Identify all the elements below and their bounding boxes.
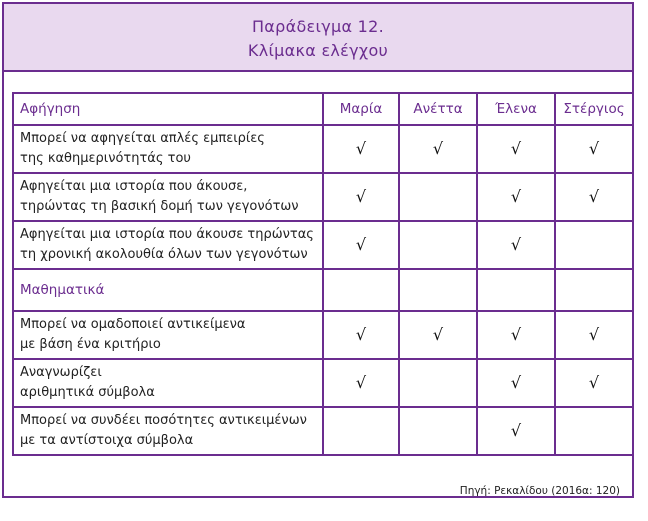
check-mark: √ [399,125,477,173]
check-mark: √ [323,359,399,407]
check-mark: √ [477,125,555,173]
check-mark [555,407,633,455]
criterion-cell: Μπορεί να συνδέει ποσότητες αντικειμένων με τα αντίστοιχα σύμβολα [13,407,323,455]
check-mark [323,407,399,455]
column-header: Στέργιος [555,93,633,125]
checklist-table [12,92,634,456]
check-mark: √ [555,173,633,221]
check-mark: √ [323,311,399,359]
check-mark: √ [323,221,399,269]
check-mark: √ [477,311,555,359]
criterion-cell: Αφηγείται μια ιστορία που άκουσε τηρώντας τη χρονική ακολουθία όλων των γεγονότων [13,221,323,269]
check-mark: √ [555,125,633,173]
check-mark [555,221,633,269]
check-mark [399,173,477,221]
source-citation: Πηγή: Ρεκαλίδου (2016α: 120) [459,485,620,497]
table-row [13,407,633,455]
check-mark [399,359,477,407]
check-mark: √ [555,359,633,407]
table-row [13,359,633,407]
criterion-cell: Αφηγείται μια ιστορία που άκουσε, τηρώντας τη βασική δομή των γεγονότων [13,173,323,221]
checklist-title: Κλίμακα ελέγχου [247,41,389,60]
check-mark: √ [477,407,555,455]
check-mark: √ [477,359,555,407]
section-header-row [13,269,633,311]
section-header-row [13,93,633,125]
criterion-cell: Μπορεί να ομαδοποιεί αντικείμενα με βάση ένα κριτήριο [13,311,323,359]
check-mark: √ [323,125,399,173]
table-row [13,311,633,359]
check-mark [399,407,477,455]
check-mark [399,221,477,269]
check-mark: √ [477,221,555,269]
check-mark: √ [323,173,399,221]
title-banner [4,4,632,72]
example-number: Παράδειγμα 12. [251,17,385,36]
table-row [13,125,633,173]
check-mark: √ [555,311,633,359]
criterion-cell: Μπορεί να αφηγείται απλές εμπειρίες της καθημερινότητάς του [13,125,323,173]
checklist-frame [2,2,634,498]
section-heading: Αφήγηση [13,93,323,125]
column-header: Ανέττα [399,93,477,125]
check-mark: √ [399,311,477,359]
column-header: Έλενα [477,93,555,125]
table-row [13,221,633,269]
check-mark: √ [477,173,555,221]
criterion-cell: Αναγνωρίζει αριθμητικά σύμβολα [13,359,323,407]
table-row [13,173,633,221]
column-header: Μαρία [323,93,399,125]
section-heading: Μαθηματικά [13,269,323,311]
